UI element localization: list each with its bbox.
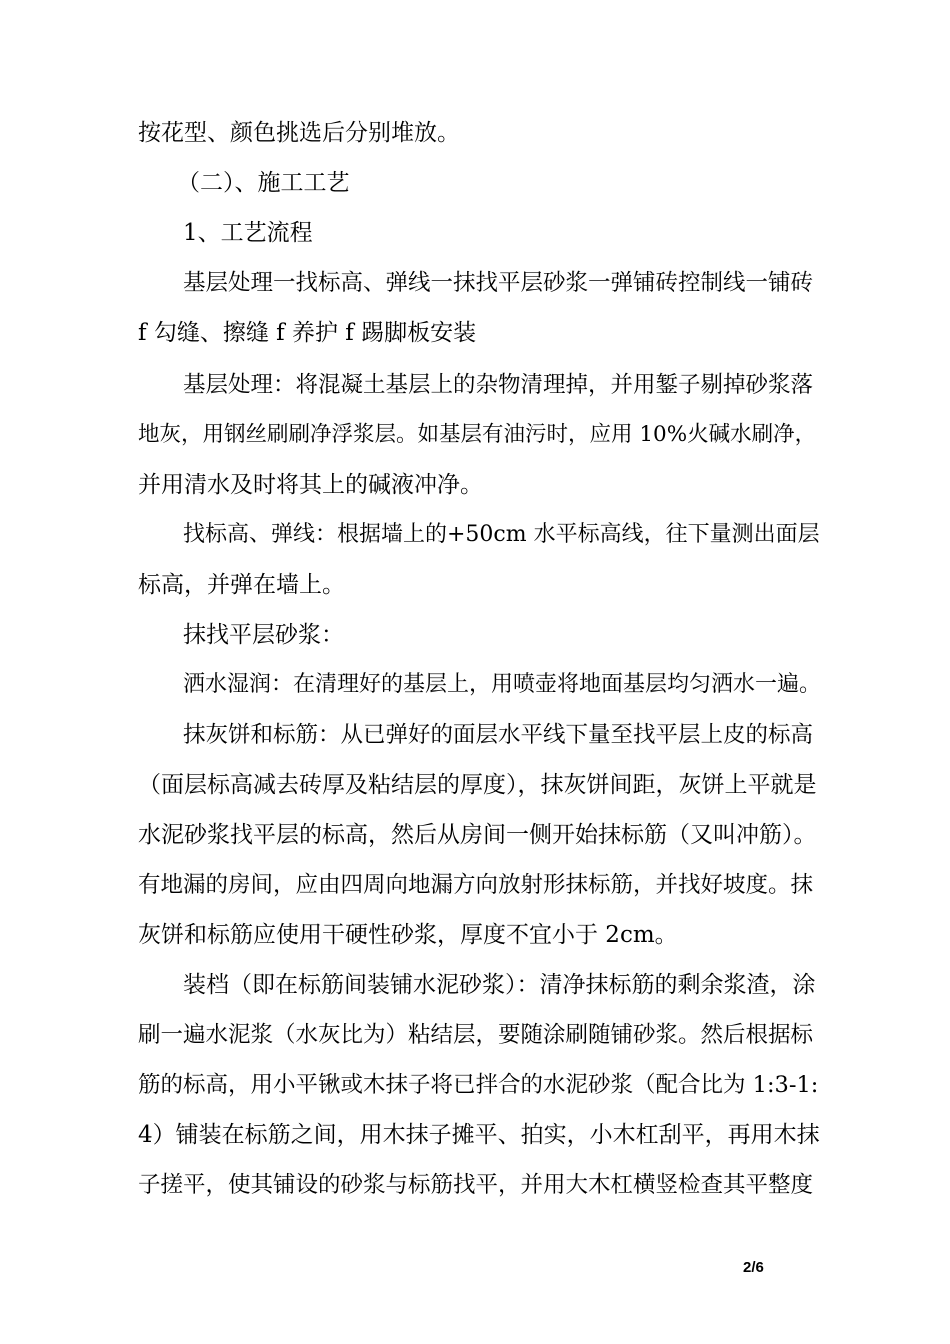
body-text-line: 装档（即在标筋间装铺水泥砂浆）：清净抹标筋的剩余浆渣，涂 bbox=[183, 972, 816, 998]
body-text-line: 水泥砂浆找平层的标高，然后从房间一侧开始抹标筋（又叫冲筋）。 bbox=[138, 822, 817, 848]
body-text-line: 找标高、弹线：根据墙上的+50cm 水平标高线，往下量测出面层 bbox=[183, 522, 820, 547]
body-text-line: 子搓平，使其铺设的砂浆与标筋找平，并用大木杠横竖检查其平整度 bbox=[138, 1172, 814, 1198]
body-text-line: 刷一遍水泥浆（水灰比为）粘结层，要随涂刷随铺砂浆。然后根据标 bbox=[138, 1022, 814, 1048]
body-text-line: 洒水湿润：在清理好的基层上，用喷壶将地面基层均匀洒水一遍。 bbox=[183, 672, 822, 697]
body-text-line: 4）铺装在标筋之间，用木抹子摊平、拍实，小木杠刮平，再用木抹 bbox=[138, 1122, 820, 1148]
subsection-heading: 1、工艺流程 bbox=[183, 220, 313, 246]
body-text-line: 灰饼和标筋应使用干硬性砂浆，厚度不宜小于 2cm。 bbox=[138, 922, 678, 948]
body-text-line: 标高，并弹在墙上。 bbox=[138, 572, 345, 598]
body-text-line: （面层标高减去砖厚及粘结层的厚度），抹灰饼间距，灰饼上平就是 bbox=[138, 772, 817, 798]
body-text-line: 筋的标高，用小平锹或木抹子将已拌合的水泥砂浆（配合比为 1:3-1: bbox=[138, 1072, 819, 1098]
body-text-line: f 勾缝、擦缝 f 养护 f 踢脚板安装 bbox=[138, 320, 477, 346]
body-text-line: 并用清水及时将其上的碱液冲净。 bbox=[138, 472, 483, 498]
body-text-line: 有地漏的房间，应由四周向地漏方向放射形抹标筋，并找好坡度。抹 bbox=[138, 872, 814, 898]
body-text-line: 地灰，用钢丝刷刷净浮浆层。如基层有油污时，应用 10%火碱水刷净， bbox=[138, 422, 817, 447]
page-number: 2/6 bbox=[743, 1259, 764, 1276]
body-text-line: 基层处理：将混凝土基层上的杂物清理掉，并用錾子剔掉砂浆落 bbox=[183, 372, 814, 398]
body-text-line: 基层处理一找标高、弹线一抹找平层砂浆一弹铺砖控制线一铺砖 bbox=[183, 270, 814, 296]
body-text-line: 抹找平层砂浆： bbox=[183, 622, 344, 648]
body-text-line: 按花型、颜色挑选后分别堆放。 bbox=[138, 120, 460, 146]
section-heading: （二）、施工工艺 bbox=[177, 170, 350, 196]
body-text-line: 抹灰饼和标筋：从已弹好的面层水平线下量至找平层上皮的标高 bbox=[183, 722, 814, 748]
